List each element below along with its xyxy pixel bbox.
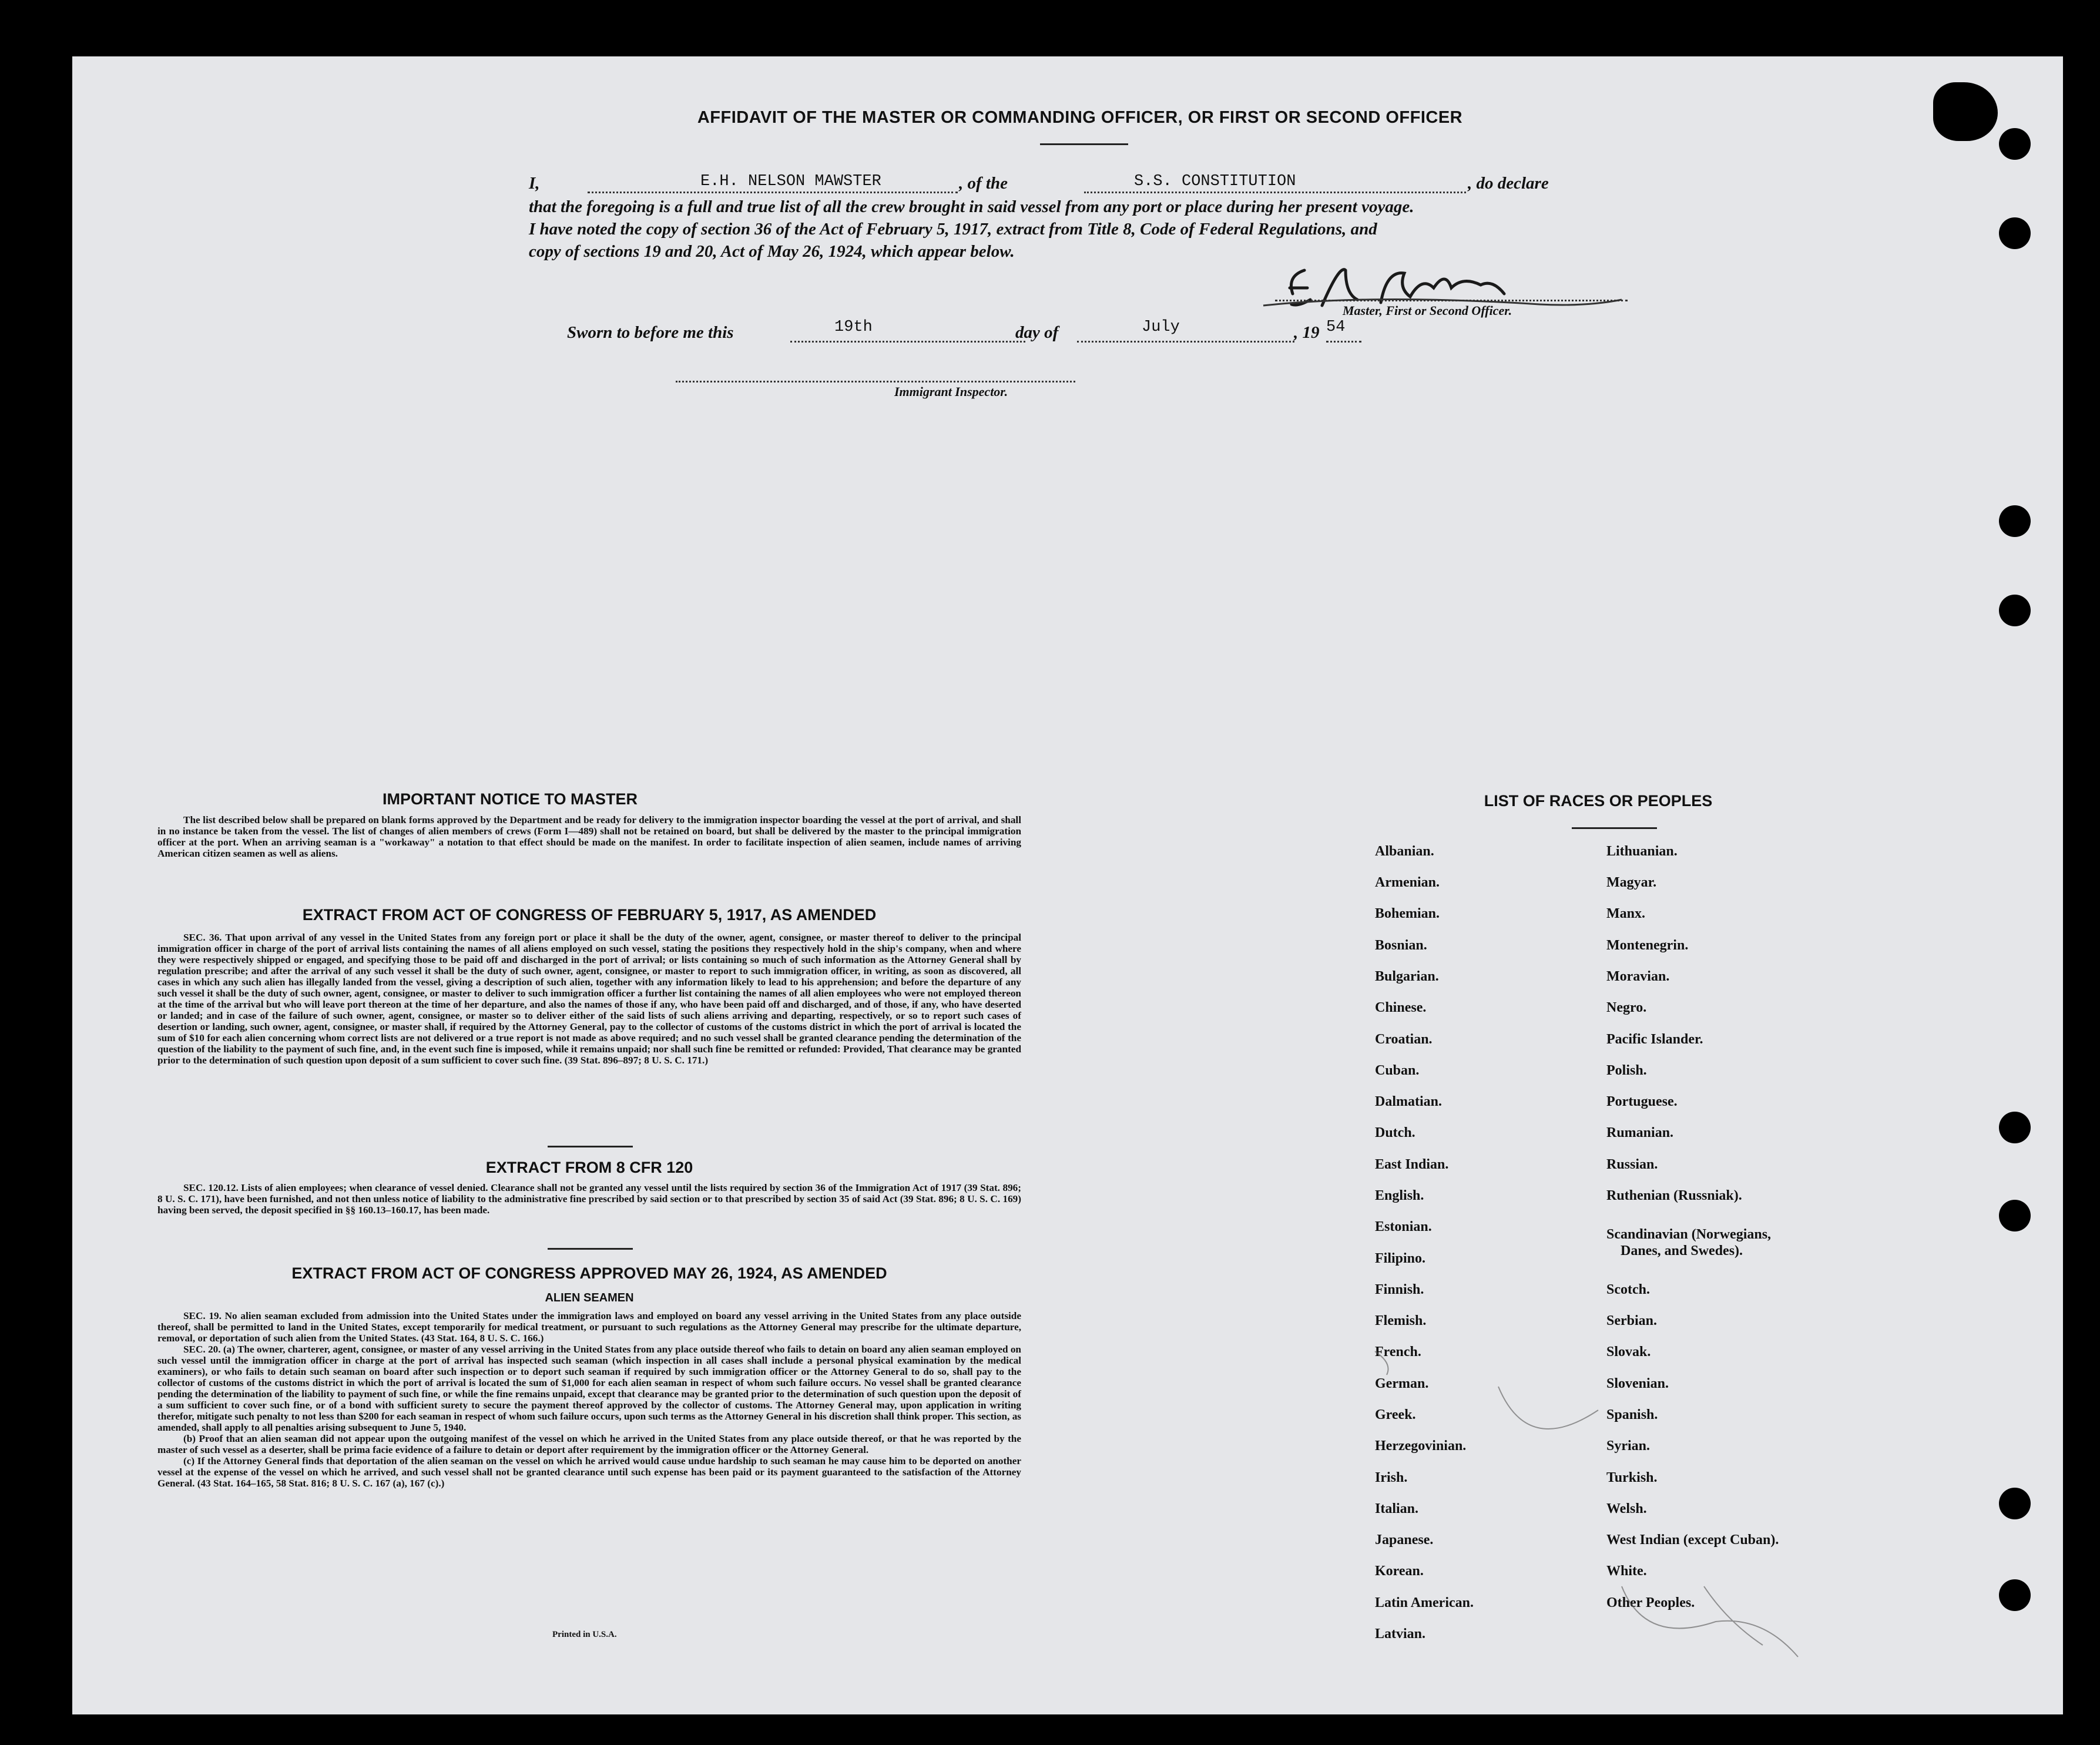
race-item: Bohemian.	[1375, 906, 1440, 921]
sec19-text: SEC. 19. No alien seaman excluded from admission into the United States under the immigration laws and employed on board any vessel arriving in the United States from any place outside thereof, shall be permitted to land in the United States, except temporarily for medical treatment, or pursuant to such regulations as the Attorney General may prescribe for the ultimate departure, removal, or deportation of such alien from the United States. (43 Stat. 164, 8 U. S. C. 166.)	[157, 1310, 1021, 1344]
master-name: E.H. NELSON MAWSTER	[700, 173, 881, 190]
sworn-label: Sworn to before me this	[567, 323, 734, 342]
punch-hole	[1999, 1112, 2031, 1143]
race-item: German.	[1375, 1376, 1429, 1391]
extract-1924-title: EXTRACT FROM ACT OF CONGRESS APPROVED MAY 26, 1924, AS AMENDED	[291, 1264, 887, 1282]
punch-hole	[1999, 1579, 2031, 1611]
race-item: Other Peoples.	[1606, 1595, 1695, 1610]
i-label: I,	[529, 174, 540, 193]
race-item: Irish.	[1375, 1470, 1408, 1485]
race-item: Dutch.	[1375, 1125, 1415, 1140]
race-item: Italian.	[1375, 1501, 1419, 1516]
race-item: Pacific Islander.	[1606, 1032, 1703, 1047]
race-item: Flemish.	[1375, 1313, 1427, 1328]
race-item: Cuban.	[1375, 1063, 1420, 1078]
race-item: Slovenian.	[1606, 1376, 1669, 1391]
vessel-name: S.S. CONSTITUTION	[1134, 173, 1296, 190]
race-item: Moravian.	[1606, 969, 1670, 984]
printed-in-usa: Printed in U.S.A.	[552, 1630, 617, 1639]
title-underline	[1040, 143, 1128, 145]
race-item: Rumanian.	[1606, 1125, 1674, 1140]
race-item: Manx.	[1606, 906, 1645, 921]
affidavit-title: AFFIDAVIT OF THE MASTER OR COMMANDING OFFICER, OR FIRST OR SECOND OFFICER	[697, 108, 1463, 127]
race-item: Portuguese.	[1606, 1094, 1678, 1109]
punch-hole	[1999, 1488, 2031, 1519]
race-item: Polish.	[1606, 1063, 1647, 1078]
punch-hole	[1999, 595, 2031, 626]
race-item: Herzegovinian.	[1375, 1438, 1467, 1454]
year-prefix: , 19	[1294, 323, 1320, 342]
punch-hole	[1999, 128, 2031, 160]
race-item: Scandinavian (Norwegians,	[1606, 1227, 1772, 1242]
sec36-text: SEC. 36. That upon arrival of any vessel in the United States from any foreign port or place it shall be the duty of the owner, agent, consignee, or master thereof to deliver to the principal immigration officer in charge of the port of arrival lists containing the names of all aliens employed on such vessel, stating the positions they respectively hold in the ship's company, when and where they were respectively shipped or engaged, and specifying those to be paid off and discharged in the port of arrival; or lists containing so much of such information as the Attorney General shall by regulation prescribe; and after the arrival of any such vessel it shall be the duty of such owner, agent, consignee, or master to report to such immigration officer, in writing, as soon as discovered, all cases in which any such alien has illegally landed from the vessel, giving a description of such alien, together with any information likely to lead to his apprehension; and before the departure of any such vessel it shall be the duty of such owner, agent, consignee, or master to deliver to such immigration officer a further list containing the names of all alien employees who were not employed thereon at the time of the arrival but who will leave port thereon at the time of her departure, and also the names of those if any, who have been paid off and discharged, and of those, if any, who have deserted or landed; and in case of the failure of such owner, agent, consignee, or master so to deliver either of the said lists of such aliens arriving and departing, respectively, or so to report such cases of desertion or landing, such owner, agent, consignee, or master shall, if required by the Attorney General, pay to the collector of customs of the customs district in which the port of arrival is located the sum of $10 for each alien concerning whom correct lists are not delivered or a true report is not made as above required; and no such vessel shall be granted clearance pending the determination of the question of the liability to the payment of such fine, and, in the event such fine is imposed, while it remains unpaid; nor shall such fine be remitted or refunded: Provided, That clearance may be granted prior to the determination of such question upon deposit of a sum sufficient to cover such fine. (39 Stat. 896–897; 8 U. S. C. 171.)	[157, 932, 1021, 1066]
race-item: Korean.	[1375, 1563, 1424, 1579]
races-title: LIST OF RACES OR PEOPLES	[1484, 792, 1713, 810]
extract-cfr-title: EXTRACT FROM 8 CFR 120	[485, 1159, 693, 1176]
sec20b-text: (b) Proof that an alien seaman did not appear upon the outgoing manifest of the vessel on which he arrived in the United States from any place outside thereof, or that he was reported by the master of such vessel as a deserter, shall be prima facie evidence of a failure to detain or deport after requirement by the immigration officer or the Attorney General.	[157, 1433, 1021, 1455]
extract-cfr-body	[157, 1182, 1021, 1216]
do-declare-label: , do declare	[1468, 174, 1549, 193]
notice-title: IMPORTANT NOTICE TO MASTER	[383, 790, 638, 808]
inspector-label: Immigrant Inspector.	[894, 384, 1008, 399]
sec20a-text: SEC. 20. (a) The owner, charterer, agent, consignee, or master of any vessel arriving in the United States from any place outside thereof who fails to detain on board any alien seaman employed on such vessel until the immigration officer in charge at the port of arrival has inspected such seaman (which inspection in all cases shall include a personal physical examination by the medical examiners), or who fails to detain such seaman on board after such inspection or to deport such seaman if required by such immigration officer or the Attorney General to do so, shall pay to the collector of customs of the customs district in which the port of arrival is located the sum of $1,000 for each alien seaman in respect of whom such failure occurs. No vessel shall be granted clearance pending the determination of the liability to payment of such fine, or while the fine remains unpaid, except that clearance may be granted prior to the determination of such question upon the deposit of a sum sufficient to cover such fine, or of a bond with sufficient surety to secure the payment thereof approved by the collector of customs. The Attorney General may, upon application in writing therefor, mitigate such penalty to not less than $200 for each seaman in respect of whom such failure occurs, upon such terms as the Attorney General in his discretion shall think proper. This section, as amended, shall apply to all penalties arising subsequent to June 5, 1940.	[157, 1344, 1021, 1433]
affidavit-line1	[529, 174, 1633, 197]
day-of-label: day of	[1015, 323, 1059, 342]
race-item: Serbian.	[1606, 1313, 1658, 1328]
race-item: East Indian.	[1375, 1157, 1449, 1172]
sworn-line	[567, 318, 1390, 347]
notice-text: The list described below shall be prepared on blank forms approved by the Department and be ready for delivery to the immigration inspector boarding the vessel at the port of arrival, and shall in no instance be taken from the vessel. The list of changes of alien members of crews (Form I—489) shall not be retained on board, but shall be delivered by the master to the principal immigration officer at the port. When an arriving seaman is a "workaway" a notation to that effect should be made on the manifest. In order to facilitate inspection of alien seamen, include names of arriving American citizen seamen as well as aliens.	[157, 814, 1021, 859]
pencil-marks	[1351, 1340, 1880, 1669]
punch-hole	[1999, 217, 2031, 249]
sworn-year: 54	[1326, 318, 1346, 336]
race-item: Danes, and Swedes).	[1621, 1243, 1743, 1259]
extract-1917-title: EXTRACT FROM ACT OF CONGRESS OF FEBRUARY 5, 1917, AS AMENDED	[302, 906, 877, 924]
of-the-label: , of the	[959, 174, 1008, 193]
race-item: Croatian.	[1375, 1032, 1433, 1047]
race-item: West Indian (except Cuban).	[1606, 1532, 1779, 1548]
race-item: Albanian.	[1375, 844, 1434, 859]
race-item: Bosnian.	[1375, 938, 1427, 953]
race-item: Slovak.	[1606, 1344, 1651, 1360]
race-item: Lithuanian.	[1606, 844, 1678, 859]
race-item: French.	[1375, 1344, 1421, 1360]
punch-hole	[1999, 505, 2031, 537]
sworn-day: 19th	[834, 318, 873, 336]
race-item: Turkish.	[1606, 1470, 1658, 1485]
extract-1917-body	[157, 932, 1021, 1066]
race-item: Greek.	[1375, 1407, 1416, 1422]
sworn-month: July	[1142, 318, 1180, 336]
race-item: White.	[1606, 1563, 1647, 1579]
race-item: Syrian.	[1606, 1438, 1651, 1454]
race-item: Armenian.	[1375, 875, 1440, 890]
race-item: Ruthenian (Russniak).	[1606, 1188, 1742, 1203]
sec120-text: SEC. 120.12. Lists of alien employees; when clearance of vessel denied. Clearance shall not be granted any vessel until the lists required by section 36 of the Immigration Act of 1917 (39 Stat. 896; 8 U. S. C. 171), have been furnished, and not then unless notice of liability to the administrative fine prescribed by said section or to that prescribed by section 35 of said Act (39 Stat. 896; 8 U. S. C. 169) having been served, the deposit specified in §§ 160.13–160.17, has been made.	[157, 1182, 1021, 1216]
torn-corner	[1933, 82, 1998, 141]
race-item: Japanese.	[1375, 1532, 1434, 1548]
race-item: Filipino.	[1375, 1251, 1426, 1266]
race-item: Russian.	[1606, 1157, 1658, 1172]
race-item: Montenegrin.	[1606, 938, 1689, 953]
race-item: Magyar.	[1606, 875, 1657, 890]
race-item: Finnish.	[1375, 1282, 1424, 1297]
affidavit-line4: copy of sections 19 and 20, Act of May 26, 1924, which appear below.	[529, 242, 1015, 261]
race-item: Spanish.	[1606, 1407, 1658, 1422]
sec20c-text: (c) If the Attorney General finds that deportation of the alien seaman on the vessel on which he arrived would cause undue hardship to such seaman he may cause him to be deported on another vessel at the expense of the vessel on which he arrived, and such vessel shall not be granted clearance until such expense has been paid or its payment guaranteed to the satisfaction of the Attorney General. (43 Stat. 164–165, 58 Stat. 816; 8 U. S. C. 167 (a), 167 (c).)	[157, 1455, 1021, 1489]
race-item: Negro.	[1606, 1000, 1647, 1015]
race-item: Welsh.	[1606, 1501, 1647, 1516]
extract-1924-body	[157, 1310, 1021, 1489]
affidavit-line2: that the foregoing is a full and true list of all the crew brought in said vessel from any port or place during her present voyage.	[529, 197, 1414, 216]
race-item: Scotch.	[1606, 1282, 1650, 1297]
signer-title: Master, First or Second Officer.	[1343, 303, 1512, 318]
race-item: Latvian.	[1375, 1626, 1426, 1642]
race-item: Chinese.	[1375, 1000, 1427, 1015]
race-item: Latin American.	[1375, 1595, 1474, 1610]
notice-body	[157, 814, 1021, 859]
alien-seamen-subtitle: ALIEN SEAMEN	[545, 1291, 634, 1304]
affidavit-line3: I have noted the copy of section 36 of the Act of February 5, 1917, extract from Title 8, Code of Federal Regulations, and	[529, 220, 1377, 239]
race-item: Bulgarian.	[1375, 969, 1439, 984]
punch-hole	[1999, 1200, 2031, 1231]
race-item: English.	[1375, 1188, 1424, 1203]
race-item: Dalmatian.	[1375, 1094, 1442, 1109]
race-item: Estonian.	[1375, 1219, 1432, 1234]
